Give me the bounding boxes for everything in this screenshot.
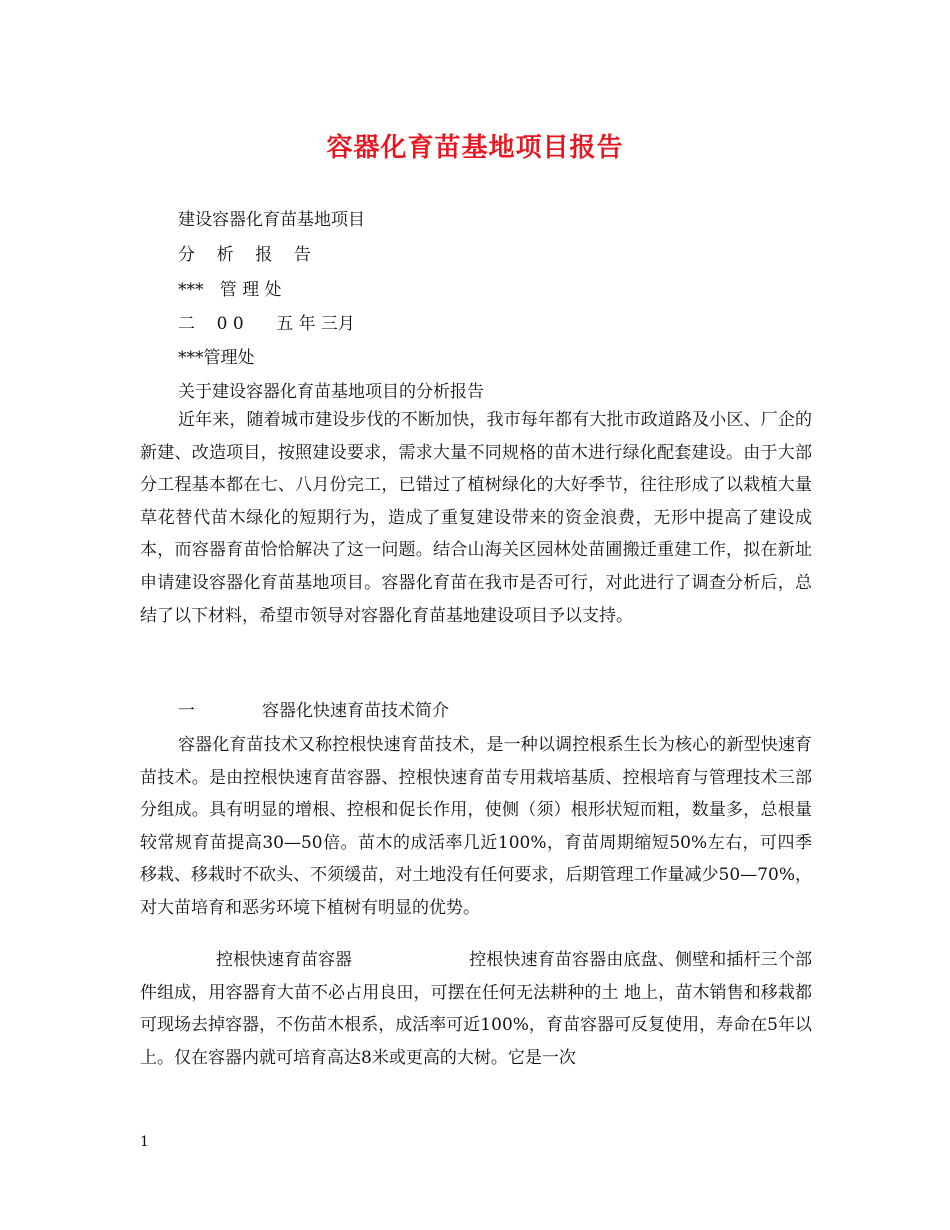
page-number: 1 (140, 1134, 149, 1150)
tech-paragraph-block (140, 729, 812, 925)
tech-paragraph: 容器化育苗技术又称控根快速育苗技术，是一种以调控根系生长为核心的新型快速育苗技术。是由控根快速育苗容器、控根快速育苗专用栽培基质、控根培育与管理技术三部分组成。具有明显的增根、控根和促长作用，使侧（须）根形状短而粗，数量多，总根量较常规育苗提高30—50倍。苗木的成活率几近100%，育苗周期缩短50%左右，可四季移栽、移栽时不砍头、不须缓苗，对土地没有任何要求，后期管理工作量减少50—70%，对大苗培育和恶劣环境下植树有明显的优势。 (140, 735, 812, 918)
container-paragraph (140, 944, 812, 1074)
container-text: 控根快速育苗容器由底盘、侧壁和插杆三个部件组成，用容器育大苗不必占用良田，可摆在任何无法耕种的土 地上，苗木销售和移栽都可现场去掉容器，不伤苗木根系，成活率可近100%，育苗容器可反复使用，寿命在5年以上。仅在容器内就可培育高达8米或更高的大树。它是一次 (140, 950, 812, 1068)
cover-line-report: 分 析 报 告 (178, 245, 311, 265)
document-title: 容器化育苗基地项目报告 (326, 133, 624, 163)
section-heading (178, 699, 449, 723)
section-title: 容器化快速育苗技术简介 (262, 701, 449, 721)
cover-line-project: 建设容器化育苗基地项目 (178, 210, 365, 230)
cover-line-office: *** 管 理 处 (178, 280, 282, 300)
section-number: 一 (178, 701, 195, 721)
cover-line-date: 二 0 0 五 年 三月 (178, 314, 355, 334)
intro-paragraph-block (140, 404, 812, 632)
intro-paragraph: 近年来，随着城市建设步伐的不断加快，我市每年都有大批市政道路及小区、厂企的新建、改造项目，按照建设要求，需求大量不同规格的苗木进行绿化配套建设。由于大部分工程基本都在七、八月份完工，已错过了植树绿化的大好季节，往往形成了以栽植大量草花替代苗木绿化的短期行为，造成了重复建设带来的资金浪费，无形中提高了建设成本，而容器育苗恰恰解决了这一问题。结合山海关区园林处苗圃搬迁重建工作，拟在新址申请建设容器化育苗基地项目。容器化育苗在我市是否可行，对此进行了调查分析后，总结了以下材料，希望市领导对容器化育苗基地建设项目予以支持。 (140, 410, 812, 626)
cover-line-office-2: ***管理处 (178, 348, 255, 368)
cover-line-report-title: 关于建设容器化育苗基地项目的分析报告 (178, 382, 484, 402)
container-heading: 控根快速育苗容器 (216, 950, 352, 970)
container-paragraph-block (140, 944, 812, 1074)
